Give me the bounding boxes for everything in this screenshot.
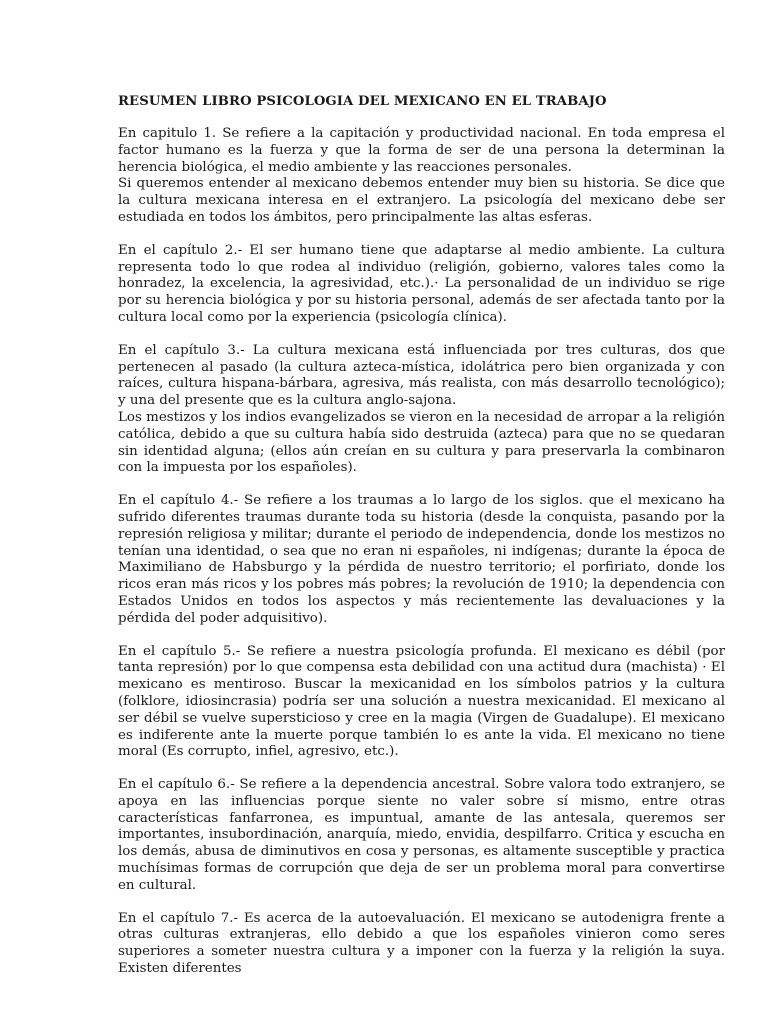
section-chapter-1 bbox=[118, 126, 725, 227]
document-title: RESUMEN LIBRO PSICOLOGIA DEL MEXICANO EN EL TRABAJO bbox=[118, 94, 607, 109]
document-page bbox=[118, 93, 725, 994]
paragraph: En el capítulo 3.- La cultura mexicana está influenciada por tres culturas, dos que pertenecen al pasado (la cultura azteca-mística, idolátrica pero bien organizada y con raíces, cultura hispana-bárbara, agresiva, más realista, con más desarrollo tecnológico); y una del presente que es la cultura anglo-sajona. bbox=[118, 342, 725, 409]
section-chapter-2 bbox=[118, 243, 725, 327]
section-chapter-3 bbox=[118, 343, 725, 477]
paragraph: En el capítulo 5.- Se refiere a nuestra psicología profunda. El mexicano es débil (por tanta represión) por lo que compensa esta debilidad con una actitud dura (machista) · El mexicano es mentiroso. Buscar la mexicanidad en los símbolos patrios y la cultura (folklore, idiosincrasia) podría ser una solución a nuestra mexicanidad. El mexicano al ser débil se vuelve supersticioso y cree en la magia (Virgen de Guadalupe). El mexicano es indiferente ante la muerte porque también lo es ante la vida. El mexicano no tiene moral (Es corrupto, infiel, agresivo, etc.). bbox=[118, 643, 725, 760]
paragraph: En capitulo 1. Se refiere a la capitación y productividad nacional. En toda empresa el factor humano es la fuerza y que la forma de ser de una persona la determinan la herencia biológica, el medio ambiente y las reacciones personales. bbox=[118, 126, 725, 175]
section-chapter-5 bbox=[118, 644, 725, 762]
paragraph: En el capítulo 6.- Se refiere a la dependencia ancestral. Sobre valora todo extranjero, se apoya en las influencias porque siente no valer sobre sí mismo, entre otras características fanfarronea, es impuntual, amante de las antesala, queremos ser importantes, insubordinación, anarquía, miedo, envidia, despilfarro. Critica y escucha en los demás, abusa de diminutivos en cosa y personas, es altamente susceptible y practica muchísimas formas de corrupción que deja de ser un problema moral para convertirse en cultural. bbox=[118, 777, 725, 893]
paragraph: Si queremos entender al mexicano debemos entender muy bien su historia. Se dice que la cultura mexicana interesa en el extranjero. La psicología del mexicano debe ser estudiada en todos los ámbitos, pero principalmente las altas esferas. bbox=[118, 176, 725, 225]
paragraph: En el capítulo 2.- El ser humano tiene que adaptarse al medio ambiente. La cultura representa todo lo que rodea al individuo (religión, gobierno, valores tales como la honradez, la excelencia, la agresividad, etc.).· La personalidad de un individuo se rige por su herencia biológica y por su historia personal, además de ser afectada tanto por la cultura local como por la experiencia (psicología clínica). bbox=[118, 242, 725, 325]
section-chapter-7 bbox=[118, 911, 725, 978]
section-chapter-6 bbox=[118, 777, 725, 895]
paragraph: En el capítulo 4.- Se refiere a los traumas a lo largo de los siglos. que el mexicano ha sufrido diferentes traumas durante toda su historia (desde la conquista, pasando por la represión religiosa y militar; durante el periodo de independencia, donde los mestizos no tenían una identidad, o sea que no eran ni españoles, ni indígenas; durante la época de Maximiliano de Habsburgo y la pérdida de nuestro territorio; el porfiriato, donde los ricos eran más ricos y los pobres más pobres; la revolución de 1910; la dependencia con Estados Unidos en todos los aspectos y más recientemente las devaluaciones y la pérdida del poder adquisitivo). bbox=[118, 493, 725, 626]
paragraph: En el capítulo 7.- Es acerca de la autoevaluación. El mexicano se autodenigra frente a otras culturas extranjeras, ello debido a que los españoles vinieron como seres superiores a someter nuestra cultura y a imponer con la fuerza y la religión la suya. Existen diferentes bbox=[118, 910, 725, 977]
paragraph: Los mestizos y los indios evangelizados se vieron en la necesidad de arropar a la religión católica, debido a que su cultura había sido destruida (azteca) para que no se quedaran sin identidad alguna; (ellos aún creían en su cultura y para preservarla la combinaron con la impuesta por los españoles). bbox=[118, 409, 725, 476]
section-chapter-4 bbox=[118, 493, 725, 627]
